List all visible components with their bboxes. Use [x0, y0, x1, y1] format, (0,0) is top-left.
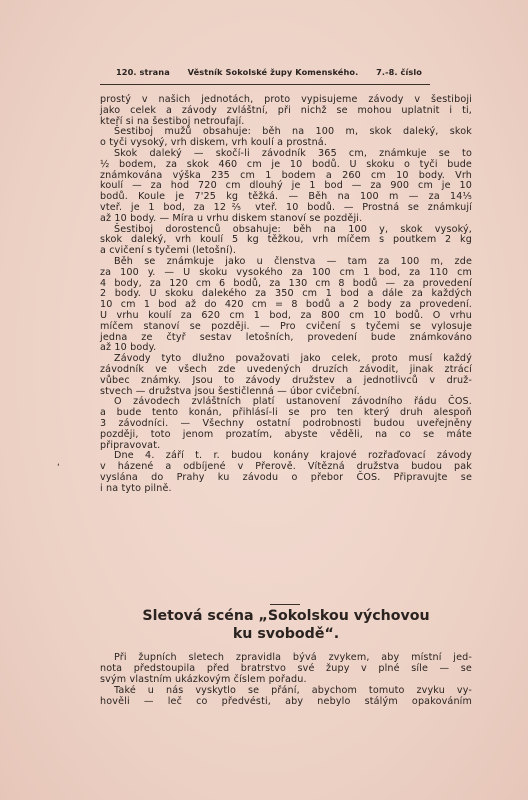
- text-line: bodů. Koule je 7'25 kg těžká. — Běh na 100 m — za 14⅕: [100, 191, 472, 203]
- text-line: kteří si na šestiboj netroufají.: [100, 115, 245, 127]
- text-line: míčem stanoví se později. — Pro cvičení s tyčemi se vylosuje: [100, 320, 472, 332]
- text-line: až 10 body.: [100, 342, 157, 354]
- text-line: Šestiboj mužů obsahuje: běh na 100 m, skok daleký, skok: [114, 126, 472, 138]
- text-line: vůbec známky. Jsou to závody družstev a jednotlivců v druž-: [100, 374, 472, 386]
- section-body-text: [100, 652, 472, 707]
- text-line: a cvičení s tyčemi (letošní).: [100, 245, 237, 257]
- text-line: v házené a odbíjené v Přerově. Vítězná družstva budou pak: [100, 461, 472, 473]
- issue-number: 7.-8. číslo: [376, 67, 422, 77]
- text-line: Dne 4. září t. r. budou konány krajové rozřaďovací závody: [114, 450, 472, 462]
- journal-title: Věstník Sokolské župy Komenského.: [187, 67, 359, 77]
- text-line: a bude tento konán, přihlásí-li se pro ten který druh alespoň: [100, 407, 472, 419]
- section-title-line-1: Sletová scéna „Sokolskou výchovou: [142, 608, 430, 624]
- text-line: U vrhu koulí za 620 cm 1 bod, za 800 cm 10 bodů. O vrhu: [100, 309, 472, 321]
- text-line: Šestiboj dorostenců obsahuje: běh na 100 y, skok vysoký,: [114, 223, 472, 235]
- text-line: Skok daleký — skočí-li závodník 365 cm, známkuje se to: [114, 147, 472, 159]
- margin-mark: ‘: [57, 463, 60, 473]
- text-line: koulí — za hod 720 cm dlouhý je 1 bod — za 900 cm je 10: [100, 180, 472, 192]
- text-line: svým vlastním ukázkovým číslem pořadu.: [100, 674, 307, 685]
- text-line: 2 body. U skoku dalekého za 350 cm 1 bod a dále za každých: [100, 288, 472, 300]
- header-rule: [100, 84, 430, 85]
- text-line: i na tyto pilně.: [100, 482, 172, 494]
- text-line: Také u nás vyskytlo se přání, abychom tomuto zvyku vy-: [114, 685, 472, 696]
- text-line: jedna ze čtyř sestav letošních, provedení bude známkováno: [100, 331, 472, 343]
- text-line: ½ bodem, za skok 460 cm je 10 bodů. U skoku o tyči bude: [100, 158, 472, 170]
- section-title-line-2: ku svobodě“.: [232, 626, 340, 642]
- text-line: závodník ve všech zde uvedených druzích závodit, jinak ztrácí: [100, 363, 472, 375]
- text-line: nota předstoupila před bratrstvo své župy v plné síle — se: [100, 663, 472, 674]
- text-line: prostý v našich jednotách, proto vypisujeme závody v šestiboji: [100, 94, 472, 105]
- text-line: skok daleký, vrh koulí 5 kg těžkou, vrh míčem s poutkem 2 kg: [100, 234, 472, 246]
- text-line: vyslána do Prahy ku závodu o přebor ČOS. Připravujte se: [100, 471, 472, 483]
- text-line: za 100 y. — U skoku vysokého za 100 cm 1 bod, za 110 cm: [100, 266, 472, 278]
- text-line: Závody tyto dlužno považovati jako celek, proto musí každý: [114, 353, 472, 365]
- text-line: 3 závodníci. — Všechny ostatní podrobnosti budou uveřejněny: [100, 417, 472, 429]
- page-number: 120. strana: [116, 67, 170, 77]
- text-line: později, toto jenom prozatím, abyste věděli, na co se máte: [100, 428, 472, 440]
- text-line: o tyči vysoký, vrh diskem, vrh koulí a prostná.: [100, 137, 328, 149]
- body-text: [100, 95, 472, 494]
- text-line: 10 cm 1 bod až do 420 cm = 8 bodů a 2 body za provedení.: [100, 299, 472, 311]
- text-line: známkována výška 235 cm 1 bodem a 260 cm 10 body. Vrh: [100, 169, 472, 181]
- text-line: 4 body, za 120 cm 6 bodů, za 130 cm 8 bodů — za provedení: [100, 277, 472, 289]
- section-title: [100, 607, 472, 643]
- text-line: jako celek a závody zvláštní, při nichž se mohou uplatnit i ti,: [100, 104, 472, 116]
- text-line: vteř. je 1 bod, za 12⅖ vteř. 10 bodů. — Prostná se známkují: [100, 201, 472, 213]
- text-line: Běh se známkuje jako u členstva — tam za 100 m, zde: [114, 255, 472, 267]
- running-header: [116, 67, 422, 77]
- text-line: hověli — leč co předvésti, aby nebylo stálým opakováním: [100, 696, 472, 707]
- section-divider: [270, 604, 300, 605]
- text-line: stvech — družstva jsou šestičlenná — úbor cvičební.: [100, 385, 360, 397]
- text-line: O závodech zvláštních platí ustanovení závodního řádu ČOS.: [114, 396, 472, 408]
- text-line: až 10 body. — Míra u vrhu diskem stanoví se později.: [100, 212, 363, 224]
- text-line: připravovat.: [100, 439, 161, 451]
- text-line: Při župních sletech zpravidla bývá zvykem, aby místní jed-: [114, 652, 472, 663]
